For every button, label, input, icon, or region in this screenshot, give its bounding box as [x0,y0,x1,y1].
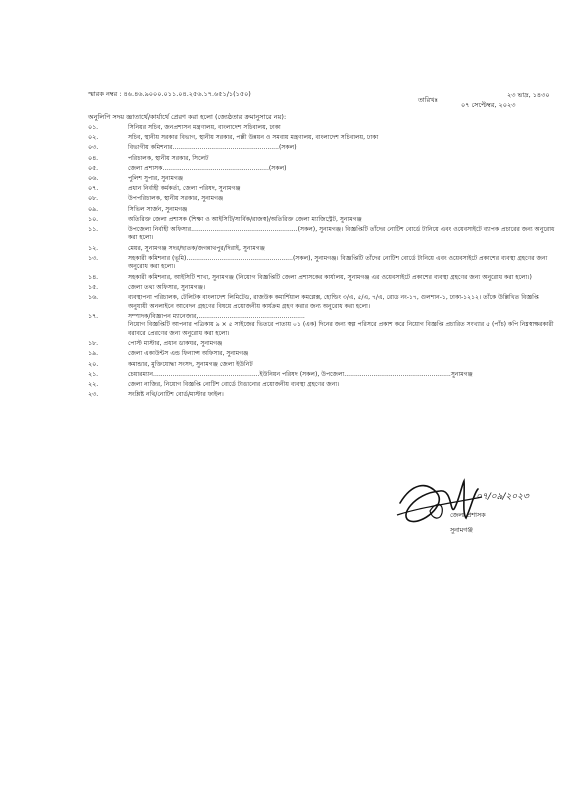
recipient-number: ২২. [88,380,99,388]
recipient-item [88,155,558,164]
recipient-text: জেলা তথ্য অফিসার, সুনামগঞ্জ। [128,283,206,291]
recipient-number: ২১. [88,370,99,378]
recipient-text: সহকারী কমিশনার, আইসিটি শাখা, সুনামগঞ্জ (নিয়োগ বিজ্ঞপ্তিটি জেলা প্রশাসকের কার্যালয়, সুনামগঞ্জ এর ওয়েবসাইটে প্রকাশের ব্যবস্থা গ্রহণের জন্য অনুরোধ করা হলো।) [128,273,532,281]
date-label: তারিখঃ [418,96,438,104]
recipient-item [88,340,558,349]
recipient-text: উপপরিচালক, স্থানীয় সরকার, সুনামগঞ্জ [128,195,224,203]
recipient-item [88,361,558,370]
recipient-number: ০৪. [88,154,99,162]
recipient-item [88,165,558,174]
recipient-number: ০৩. [88,144,99,152]
recipient-item [88,274,558,283]
recipient-item [88,144,558,153]
recipient-text: চেয়ারম্যান.......................................................ইউনিয়ন পরিষদ (সকল), উপজেলা.......................................................সুনামগঞ্জ [128,370,473,378]
recipient-item [88,391,558,400]
recipient-item [88,313,558,339]
recipient-number: ২৩. [88,391,99,399]
recipient-number: ০৯. [88,205,99,213]
recipient-number: ১৭. [88,312,99,320]
recipient-text: পরিচালক, স্থানীয় সরকার, সিলেট [128,154,209,162]
recipient-item [88,350,558,359]
recipient-item [88,371,558,380]
recipient-number: ০৭. [88,185,99,193]
recipient-text: কমান্ডার, মুক্তিযোদ্ধা সংসদ, সুনামগঞ্জ জেলা ইউনিট [128,360,253,368]
recipient-number: ২০. [88,360,99,368]
recipient-item [88,185,558,194]
recipient-text: পুলিশ সুপার, সুনামগঞ্জ [128,174,184,182]
recipient-number: ১২. [88,244,99,252]
recipient-text: বিভাগীয় কমিশনার.......................................................(সকল) [128,144,297,152]
recipient-text: সম্পাদক/বিজ্ঞাপন ম্যানেজার,....................................................... নিয়োগ বিজ্ঞপ্তিটি আপনার পত্রিকায় ৯ × ৫ সাইজের ভিতরে পাতায় ০১ (এক) দিনের জন্য স্বল্প পরিসরে প্রকাশ করে নিয়োগ বিজ্ঞপ্তি প্রচারিত সংখ্যার ৫ (পাঁচ) কপি নিম্নস্বাক্ষরকারী বরাবরে প্রেরণের জন্য অনুরোধ করা হলো। [128,312,554,337]
recipient-number: ১৫. [88,283,99,291]
memo-number: স্মারক নম্বর : ৪৬.৪৬.৯০০০.০১১.০৪.২৫৬.১৭.৬৫১/১(১৫০) [88,90,251,98]
recipient-text: জেলা নাজির, নিয়োগ বিজ্ঞপ্তি নোটিশ বোর্ডে টাঙানোর প্রয়োজনীয় ব্যবস্থা গ্রহণের জন্য। [128,380,340,388]
recipient-number: ০৮. [88,195,99,203]
recipient-number: ১১. [88,225,99,233]
recipient-number: ১৪. [88,273,99,281]
recipient-text: জেলা প্রশাসক.......................................................(সকল) [128,164,287,172]
recipient-item [88,175,558,184]
recipient-item [88,294,558,311]
recipient-item [88,245,558,254]
recipient-text: উপজেলা নির্বাহী অফিসার.......................................................(সকল), সুনামগঞ্জ। বিজ্ঞপ্তিটি তাঁদের নোটিশ বোর্ডে টানিয়ে এবং ওয়েবসাইটে ব্যাপক প্রচারের জন্য অনুরোধ করা হলো। [128,225,555,242]
recipient-number: ১৯. [88,350,99,358]
recipient-text: জেলা একাউন্টস এন্ড ফিন্যান্স অফিসার, সুনামগঞ্জ [128,350,249,358]
recipient-text: পোস্ট মাস্টার, প্রধান ডাকঘর, সুনামগঞ্জ [128,340,223,348]
recipient-item [88,216,558,225]
recipient-number: ১০. [88,215,99,223]
recipient-text: মেয়র, সুনামগঞ্জ সদর/ছাতক/জগন্নাথপুর/দিরাই, সুনামগঞ্জ [128,244,265,252]
recipient-text: সিভিল সার্জন, সুনামগঞ্জ [128,205,188,213]
signatory-title: জেলা প্রশাসক [450,512,486,519]
recipient-item [88,255,558,272]
copy-distribution-intro: অনুলিপি সদয় জ্ঞাতার্থে/কার্যার্থে প্রেরণ করা হলো (জ্যেষ্ঠতার ক্রমানুসারে নয়): [88,113,287,121]
recipient-number: ০৬. [88,174,99,182]
recipient-text: সংশ্লিষ্ট নথি/নোটিশ বোর্ড/মাস্টার ফাইল। [128,391,224,399]
recipient-item [88,124,558,133]
recipient-item [88,381,558,390]
recipient-item [88,134,558,143]
recipient-number: ১৮. [88,340,99,348]
recipient-item [88,284,558,293]
date-english: ০৭ সেপ্টেম্বর, ২০২৩ [461,101,516,109]
signature-handwritten-date: ০৭/০৯/২০২৩ [476,492,529,502]
recipient-text: ব্যবস্থাপনা পরিচালক, টেলিটক বাংলাদেশ লিমিটেড, রাজউক কমার্শিয়াল কমপ্লেক্স, হোল্ডিং ৩/এ, ৫/এ, ৭/এ, রোড নং-১৭, গুলশান-১, ঢাকা-১২১২। তাঁকে উল্লিখিত বিজ্ঞপ্তি অনুযায়ী অনলাইনে আবেদন গ্রহণের বিষয়ে প্রয়োজনীয় কার্যক্রম গ্রহণ করার জন্য অনুরোধ করা হলো। [128,294,539,310]
recipient-number: ০১. [88,124,99,131]
recipient-list [88,124,558,401]
recipient-number: ১৩. [88,254,99,262]
recipient-text: প্রধান নির্বাহী কর্মকর্তা, জেলা পরিষদ, সুনামগঞ্জ [128,185,241,193]
recipient-item [88,226,558,243]
recipient-text: সহকারী কমিশনার (ভূমি).......................................................(সকল), সুনামগঞ্জ। বিজ্ঞপ্তিটি তাঁদের নোটিশ বোর্ডে টানিয়ে এবং ওয়েবসাইটে প্রকাশের ব্যবস্থা গ্রহণের জন্য অনুরোধ করা হলো। [128,254,548,271]
date-bangla: ২৩ ভাদ্র, ১৪৩০ [507,91,550,99]
recipient-item [88,195,558,204]
recipient-number: ০৫. [88,164,99,172]
recipient-text: সিনিয়র সচিব, জনপ্রশাসন মন্ত্রণালয়, বাংলাদেশ সচিবালয়, ঢাকা [128,124,281,131]
signatory-place: সুনামগঞ্জ [450,527,473,534]
recipient-text: সচিব, স্থানীয় সরকার বিভাগ, স্থানীয় সরকার, পল্লী উন্নয়ন ও সমবায় মন্ত্রণালয়, বাংলাদেশ সচিবালয়, ঢাকা [128,134,379,142]
recipient-text: অতিরিক্ত জেলা প্রশাসক (শিক্ষা ও আইসিটি/সার্বিক/রাজস্ব)/অতিরিক্ত জেলা ম্যাজিস্ট্রেট, সুনামগঞ্জ [128,215,362,223]
recipient-item [88,206,558,215]
recipient-number: ১৬. [88,294,99,301]
recipient-number: ০২. [88,134,99,142]
